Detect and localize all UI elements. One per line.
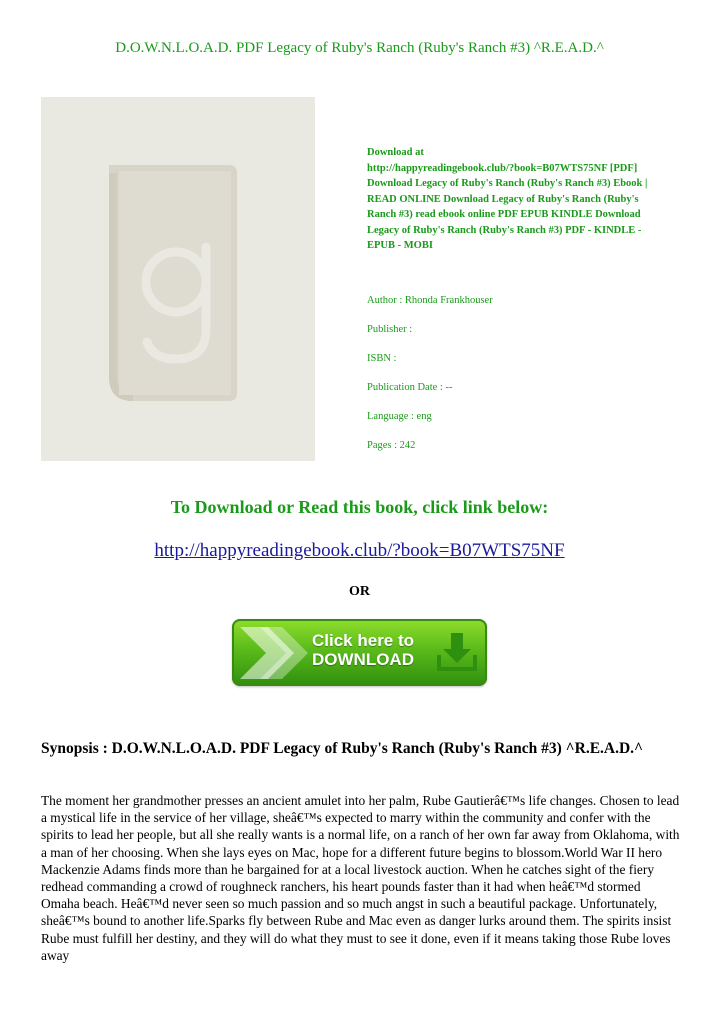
synopsis-title: Synopsis : D.O.W.N.L.O.A.D. PDF Legacy of Ruby's Ranch (Ruby's Ranch #3) ^R.E.A.D.^ — [41, 740, 644, 757]
download-button[interactable] — [232, 619, 487, 686]
language-field: Language : eng — [367, 410, 432, 422]
book-info-panel — [367, 145, 672, 468]
download-button-label — [312, 631, 437, 669]
download-arrow-icon — [437, 631, 477, 673]
goodreads-g-book-icon — [41, 97, 315, 461]
synopsis-body: The moment her grandmother presses an ancient amulet into her palm, Rube Gautierâ€™s life changes. Chosen to lead a mystical life in the service of her village, sheâ€™s expected to marry within the community and confer with the spirits to lead her people, but all she really wants is a normal life, on a ranch of her own far away from Oklahoma, with a man of her choosing. When she lays eyes on Mac, hope for a different future begins to blossom.World War II hero Mackenzie Adams finds more than he bargained for at a local livestock auction. When he catches sight of the fiery redhead commanding a crowd of roughneck ranchers, his heart pounds faster than it had when heâ€™d stormed Omaha beach. Heâ€™d never seen so much passion and so much angst in such a beautiful package. Unfortunately, sheâ€™s bound to another life.Sparks fly between Rube and Mac even as danger lurks around them. The spirits insist Rube must fulfill her destiny, and they will do what they must to see it done, even if it means taking those Rube loves away — [41, 793, 680, 963]
publisher-field: Publisher : — [367, 323, 413, 335]
cta-heading: To Download or Read this book, click link below: — [170, 497, 549, 517]
download-button-line1: Click here to — [312, 631, 415, 650]
author-field: Author : Rhonda Frankhouser — [367, 294, 493, 306]
download-description: Download at http://happyreadingebook.club/?book=B07WTS75NF [PDF] Download Legacy of Ruby's Ranch (Ruby's Ranch #3) Ebook | READ ONLINE Download Legacy of Ruby's Ranch (Ruby's Ranch #3) read ebook online PDF EPUB KINDLE Download Legacy of Ruby's Ranch (Ruby's Ranch #3) PDF - KINDLE - EPUB - MOBI — [367, 147, 648, 251]
download-button-line2: DOWNLOAD — [312, 650, 414, 669]
page-title: D.O.W.N.L.O.A.D. PDF Legacy of Ruby's Ranch (Ruby's Ranch #3) ^R.E.A.D.^ — [115, 40, 604, 56]
double-chevron-icon — [238, 625, 318, 681]
or-separator: OR — [349, 584, 370, 599]
publication-date-field: Publication Date : -- — [367, 381, 453, 393]
book-download-link[interactable]: http://happyreadingebook.club/?book=B07WTS75NF — [154, 540, 565, 561]
book-cover-placeholder — [41, 97, 315, 461]
isbn-field: ISBN : — [367, 352, 397, 364]
pages-field: Pages : 242 — [367, 439, 416, 451]
